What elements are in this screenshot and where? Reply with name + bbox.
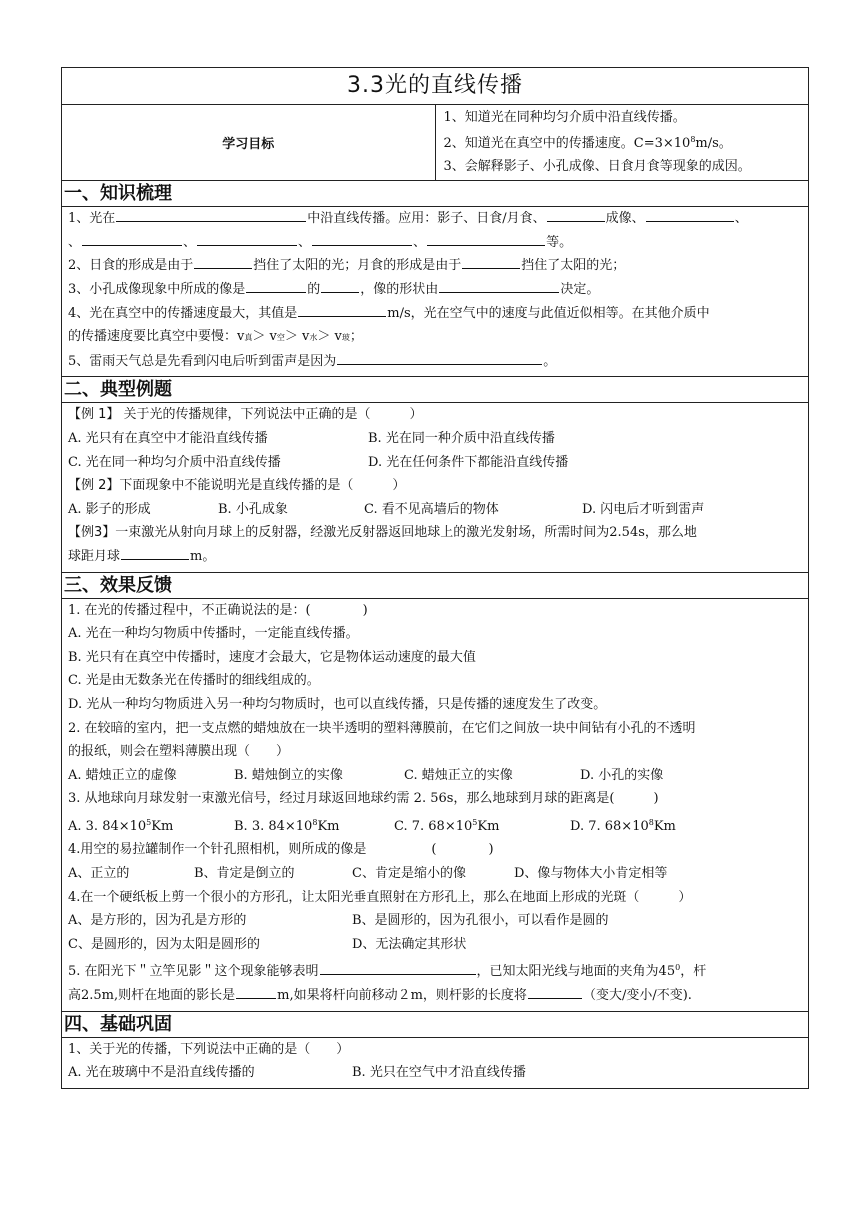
option-c[interactable]: C、肯定是缩小的像 [352,866,466,882]
option-c[interactable]: C. 光是由无数条光在传播时的细线组成的。 [68,673,320,689]
option-c[interactable]: C. 蜡烛正立的实像 [404,767,513,783]
fill-blank[interactable] [82,233,182,246]
goal-item: 2、知道光在真空中的传播速度。$C=3\times 10^8m/s$。 [443,135,732,152]
fill-blank[interactable] [646,209,734,222]
option-row [62,451,808,475]
option-b[interactable]: B. 小孔成象 [218,501,288,517]
question-line: 3、小孔成像现象中所成的像是 的 ，像的形状由 决定。 [68,282,600,297]
question: 1、关于光的传播，下列说法中正确的是（ ） [68,1041,350,1057]
option-row [62,498,808,522]
page-title: 3.3光的直线传播 [62,68,809,105]
fill-blank[interactable] [321,280,359,293]
section-knowledge [62,181,809,377]
goal-item: 3、会解释影子、小孔成像、日食月食等现象的成因。 [443,158,751,174]
fill-blank[interactable] [298,304,386,317]
section-consolidation [62,1011,809,1088]
section-feedback [62,572,809,1011]
section-heading: 二、典型例题 [62,377,808,403]
option-b[interactable]: B、肯定是倒立的 [194,866,295,882]
fill-blank[interactable] [194,256,252,269]
option-c[interactable]: C. 看不见高墙后的物体 [364,501,499,517]
question: 4.在一个硬纸板上剪一个很小的方形孔，让太阳光垂直照射在方形孔上，那么在地面上形成的光斑（ ） [68,889,692,905]
question-line: 2、日食的形成是由于 挡住了太阳的光；月食的形成是由于 挡住了太阳的光； [68,258,626,274]
fill-blank[interactable] [320,962,476,975]
option-d[interactable]: D、像与物体大小肯定相等 [514,866,668,882]
option-b[interactable]: B. 蜡烛倒立的实像 [234,767,343,783]
option-b[interactable]: B. 光在同一种介质中沿直线传播 [368,430,555,446]
option-b[interactable]: B. 光只有在真空中传播时，速度才会最大，它是物体运动速度的最大值 [68,649,476,665]
example-question: 【例 2】下面现象中不能说明光是直线传播的是（ ） [68,478,406,494]
option-d[interactable]: D、无法确定其形状 [352,936,467,952]
option-row [62,933,808,957]
option-b[interactable]: B. 光只在空气中才沿直线传播 [352,1065,526,1081]
option-row [62,1061,808,1085]
question: 1. 在光的传播过程中，不正确说法的是：( ) [68,602,368,618]
question: 5. 在阳光下＂立竿见影＂这个现象能够表明 ，已知太阳光线与地面的夹角为$45^0$，杆 [68,963,707,980]
option-row [62,427,808,451]
option-row [62,909,808,933]
fill-blank[interactable] [236,986,276,999]
option-a[interactable]: A. 影子的形成 [68,501,151,517]
option-a[interactable]: A、正立的 [68,866,130,882]
section-heading: 三、效果反馈 [62,573,808,599]
fill-blank[interactable] [462,256,520,269]
example-question: 【例 1】 关于光的传播规律，下列说法中正确的是（ ） [68,407,423,423]
option-c[interactable]: C. 光在同一种均匀介质中沿直线传播 [68,454,281,470]
question-line: 的传播速度要比真空中要慢：v真＞ v空＞ v水＞ v玻； [68,329,363,345]
fill-blank[interactable] [547,209,605,222]
section-heading: 一、知识梳理 [62,181,808,207]
question: 4.用空的易拉罐制作一个针孔照相机，则所成的像是 ( ) [68,842,494,858]
worksheet [61,67,809,1089]
goals-label: 学习目标 [62,105,436,181]
option-a[interactable]: A. 蜡烛正立的虚像 [68,767,177,783]
question-line: 1、光在 中沿直线传播。应用：影子、日食/月食、 成像、 、 [68,211,748,227]
fill-blank[interactable] [439,280,559,293]
option-d[interactable]: D. 光在任何条件下都能沿直线传播 [368,454,569,470]
option-row [62,764,808,788]
section-heading: 四、基础巩固 [62,1012,808,1038]
fill-blank[interactable] [121,547,189,560]
option-d[interactable]: D. 光从一种均匀物质进入另一种均匀物质时，也可以直线传播，只是传播的速度发生了改变。 [68,696,607,712]
option-c[interactable]: C、是圆形的，因为太阳是圆形的 [68,936,260,952]
option-a[interactable]: A. 光只有在真空中才能沿直线传播 [68,430,268,446]
goal-item: 1、知道光在同种均匀介质中沿直线传播。 [443,110,686,125]
goals-list [435,105,809,181]
question-cont: 的报纸，则会在塑料薄膜出现（ ） [68,744,290,760]
option-row [62,811,808,839]
option-d[interactable]: D. 7. 68×108Km [570,817,676,834]
example-question-cont: 球距月球 m。 [68,548,216,564]
question-line: 5、雷雨天气总是先看到闪电后听到雷声是因为 。 [68,353,557,369]
option-b[interactable]: B、是圆形的，因为孔很小，可以看作是圆的 [352,913,609,929]
fill-blank[interactable] [246,280,306,293]
fill-blank[interactable] [116,209,306,222]
option-d[interactable]: D. 小孔的实像 [580,767,664,783]
fill-blank[interactable] [528,986,582,999]
fill-blank[interactable] [312,233,412,246]
question: 3. 从地球向月球发射一束激光信号，经过月球返回地球约需 2. 56s，那么地球到月球的距离是( ) [68,791,659,807]
fill-blank[interactable] [337,352,542,365]
question-line: 、 、 、 、 等。 [68,234,573,250]
fill-blank[interactable] [197,233,297,246]
example-question: 【例3】一束激光从射向月球上的反射器，经激光反射器返回地球上的激光发射场，所需时间为2.54s，那么地 [68,525,697,541]
question: 2. 在较暗的室内，把一支点燃的蜡烛放在一块半透明的塑料薄膜前，在它们之间放一块中间钻有小孔的不透明 [68,720,696,736]
option-b[interactable]: B. 3. 84×108Km [234,817,340,834]
fill-blank[interactable] [427,233,545,246]
option-a[interactable]: A. 3. 84×105Km [68,817,174,834]
section-examples [62,377,809,572]
option-a[interactable]: A. 光在一种均匀物质中传播时，一定能直线传播。 [68,626,359,642]
option-a[interactable]: A. 光在玻璃中不是沿直线传播的 [68,1065,255,1081]
worksheet-table [61,67,809,1089]
question-line: 4、光在真空中的传播速度最大，其值是 m/s，光在空气中的速度与此值近似相等。在其他介质中 [68,305,710,321]
option-d[interactable]: D. 闪电后才听到雷声 [582,501,705,517]
option-row [62,862,808,886]
question-cont: 高2.5m,则杆在地面的影长是 m,如果将杆向前移动２m，则杆影的长度将 （变大/变小/不变). [68,988,692,1004]
option-c[interactable]: C. 7. 68×105Km [394,817,500,834]
option-a[interactable]: A、是方形的，因为孔是方形的 [68,913,247,929]
